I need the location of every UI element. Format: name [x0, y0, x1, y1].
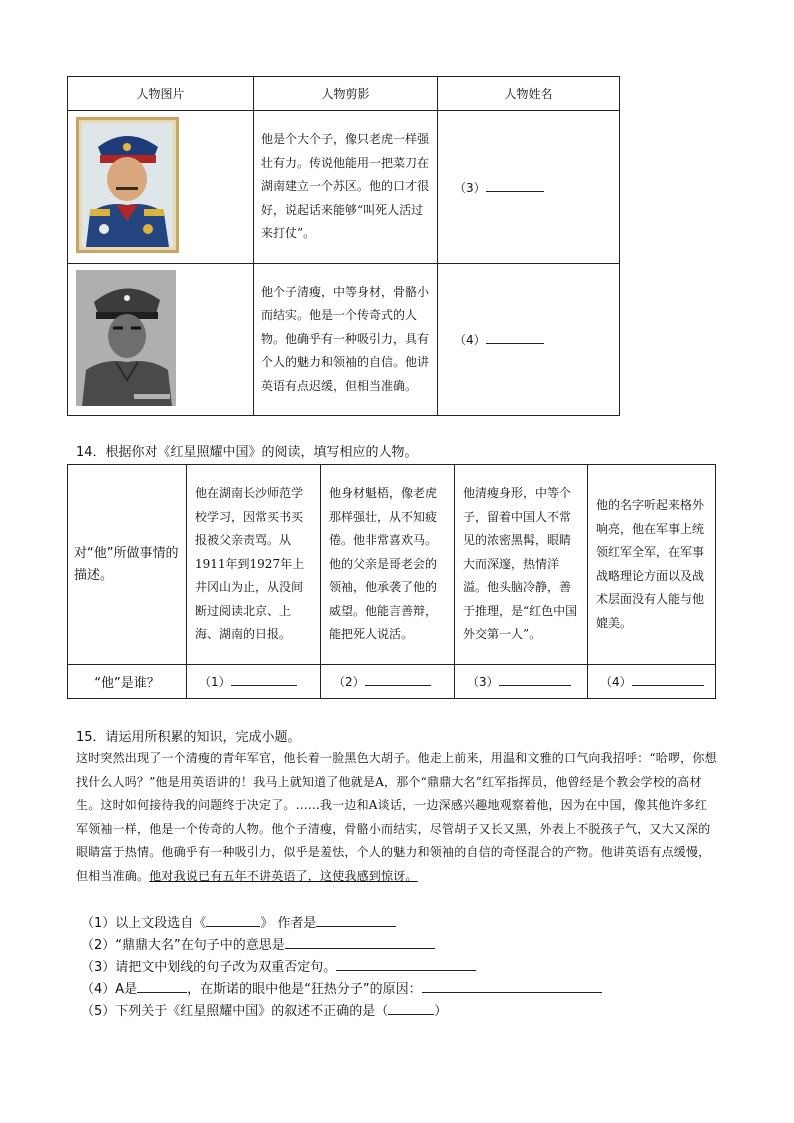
- subquestion-3-text: （3）请把文中划线的句子改为双重否定句。: [81, 960, 337, 975]
- meaning-blank[interactable]: [285, 936, 435, 949]
- book-title-blank[interactable]: [206, 914, 260, 927]
- question-14-title: 14．根据你对《红星照耀中国》的阅读，填写相应的人物。: [76, 445, 418, 460]
- passage-text: 这时突然出现了一个清瘦的青年军官，他长着一脸黑色大胡子。他走上前来，用温和文雅的口气向我招呼：“哈啰，你想找什么人吗？”他是用英语讲的！我马上就知道了他就是A，那个“鼎鼎大名”红军指挥员，他曾经是个教会学校的高材生。这时如何接待我的问题终于决定了。……我一边和A谈话，一边深感兴趣地观察着他，因为在中国，像其他许多红军领袖一样，他是一个传奇的人物。他个子清瘦，骨骼小而结实，尽管胡子又长又黑，外表上不脱孩子气，又大又深的眼睛富于热情。他确乎有一种吸引力，似乎是羞怯，个人的魅力和领袖的自信的奇怪混合的产物。他讲英语有点缓慢，但相当准确。: [76, 751, 717, 883]
- subquestion-5-text: （5）下列关于《红星照耀中国》的叙述不正确的是（: [81, 1004, 389, 1019]
- question-15-title: 15．请运用所积累的知识，完成小题。: [76, 730, 301, 745]
- reason-blank[interactable]: [422, 980, 602, 993]
- answer-blank-1[interactable]: [231, 673, 297, 686]
- question-15-passage: [76, 747, 718, 888]
- description-cell-1: 他在湖南长沙师范学校学习，因常买书买报被父亲责骂。从1911年到1927年上井冈山为止，从没间断过阅读北京、上海、湖南的日报。: [187, 465, 321, 665]
- description-cell-4: 他的名字听起来格外响亮，他在军事上统领红军全军，在军事战略理论方面以及战术层面没有人能与他媲美。: [588, 465, 716, 665]
- subquestion-5: [81, 1001, 721, 1023]
- choice-blank[interactable]: [388, 1002, 434, 1015]
- answer-label: （3）: [467, 675, 499, 689]
- subquestion-2-text: （2）“鼎鼎大名”在句子中的意思是: [81, 938, 285, 953]
- subquestion-1-text-b: 》 作者是: [260, 916, 317, 931]
- table-row: [68, 111, 620, 264]
- table-row: [68, 465, 716, 665]
- subquestion-4: [81, 979, 721, 1001]
- author-blank[interactable]: [316, 914, 396, 927]
- photo-cell: [68, 264, 254, 416]
- description-cell: 他是个大个子，像只老虎一样强壮有力。传说他能用一把菜刀在湖南建立一个苏区。他的口才很好，说起话来能够“叫死人活过来打仗”。: [254, 111, 438, 264]
- table-row: [68, 264, 620, 416]
- photo-cell: [68, 111, 254, 264]
- header-photo: 人物图片: [68, 77, 254, 111]
- subquestion-3: [81, 957, 721, 979]
- description-cell-2: 他身材魁梧，像老虎那样强壮，从不知疲倦。他非常喜欢马。他的父亲是哥老会的领袖，他承袭了他的威望。他能言善辩，能把死人说活。: [321, 465, 455, 665]
- answer-label: （4）: [600, 675, 632, 689]
- answer-blank-4[interactable]: [632, 673, 704, 686]
- subquestion-5-close: ）: [434, 1004, 448, 1019]
- table-header-row: [68, 77, 620, 111]
- answer-cell-4: [588, 665, 716, 699]
- subquestion-4-text-b: ，在斯诺的眼中他是“狂热分子”的原因：: [187, 982, 422, 997]
- description-cell-3: 他清瘦身形，中等个子，留着中国人不常见的浓密黑髯，眼睛大而深邃，热情洋溢。他头脑冷静，善于推理，是“红色中国外交第一人”。: [455, 465, 588, 665]
- answer-blank-3[interactable]: [499, 673, 571, 686]
- answer-label: （2）: [333, 675, 365, 689]
- table-row: [68, 665, 716, 699]
- passage-underlined-sentence: 他对我说已有五年不讲英语了，这使我感到惊讶。: [149, 868, 418, 883]
- character-table: [67, 76, 620, 416]
- officer-portrait-image: [76, 270, 176, 406]
- answer-blank-2[interactable]: [365, 673, 431, 686]
- answer-blank-3[interactable]: [486, 179, 544, 192]
- question-15-subquestions: [81, 913, 721, 1023]
- answer-label-3: （3）: [454, 180, 486, 195]
- name-cell: [438, 264, 620, 416]
- answer-blank-4[interactable]: [486, 331, 544, 344]
- header-silhouette: 人物剪影: [254, 77, 438, 111]
- subquestion-2: [81, 935, 721, 957]
- marshal-portrait-image: [76, 117, 179, 253]
- answer-cell-3: [455, 665, 588, 699]
- name-cell: [438, 111, 620, 264]
- subquestion-1-text: （1）以上文段选自《: [81, 916, 207, 931]
- header-name: 人物姓名: [438, 77, 620, 111]
- answer-label: （1）: [199, 675, 231, 689]
- rewrite-blank[interactable]: [336, 958, 476, 971]
- person-a-blank[interactable]: [137, 980, 187, 993]
- row-label-who: “他”是谁？: [68, 665, 187, 699]
- answer-cell-1: [187, 665, 321, 699]
- answer-label-4: （4）: [454, 333, 486, 347]
- question-14-table: [67, 464, 716, 699]
- subquestion-1: [81, 913, 721, 935]
- row-label-description: 对“他”所做事情的描述。: [68, 465, 187, 665]
- answer-cell-2: [321, 665, 455, 699]
- subquestion-4-text: （4）A是: [81, 982, 138, 997]
- description-cell: 他个子清瘦，中等身材，骨骼小而结实。他是一个传奇式的人物。他确乎有一种吸引力，具有个人的魅力和领袖的自信。他讲英语有点迟缓，但相当准确。: [254, 264, 438, 416]
